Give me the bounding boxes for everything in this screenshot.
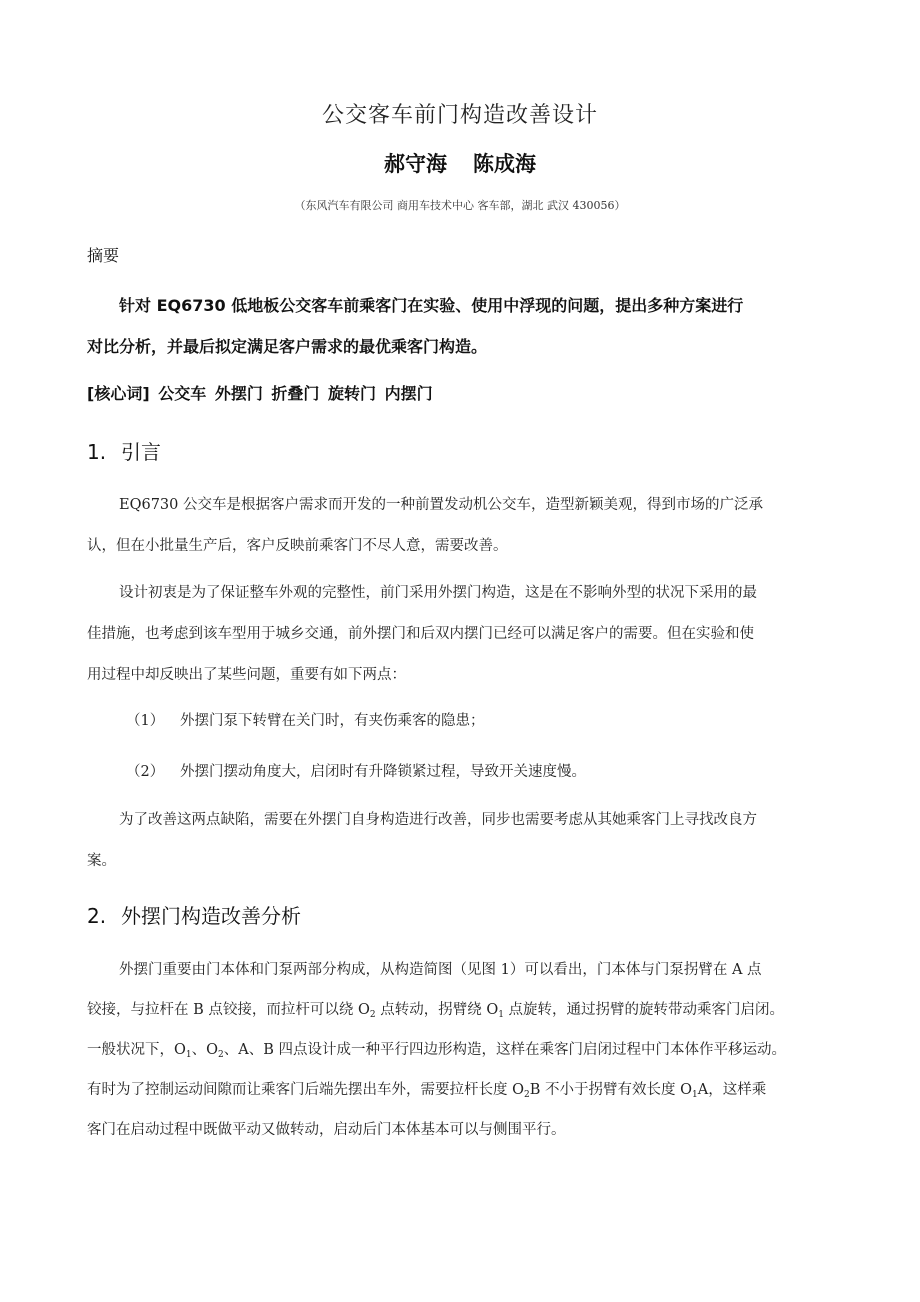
abstract-label: 摘要 [87,246,120,265]
keyword: 内摆门 [384,384,433,403]
list-text: 外摆门泵下转臂在关门时，有夹伤乘客的隐患； [180,713,485,729]
text-run: B 不小于拐臂有效长度 O [529,1082,692,1098]
paragraph-line [87,998,784,1020]
paragraph-line: 客门在启动过程中既做平动又做转动，启动后门本体基本可以与侧围平行。 [87,1122,566,1138]
list-item [126,760,586,781]
text-run: 一般状况下，O [87,1042,186,1058]
paragraph-line: 设计初衷是为了保证整车外观的完整性，前门采用外摆门构造，这是在不影响外型的状况下采用的最 [119,585,757,601]
subscript: 1 [185,1050,192,1060]
paragraph-line [87,1078,766,1100]
text-run: 、A、B 四点设计成一种平行四边形构造，这样在乘客门启闭过程中门本体作平移运动。 [223,1042,786,1058]
affiliation: （东风汽车有限公司 商用车技术中心 客车部，湖北 武汉 430056） [294,199,626,212]
keywords [87,381,433,404]
paragraph-line: 用过程中却反映出了某些问题，重要有如下两点： [87,667,406,683]
section-title: 引言 [121,440,161,464]
section-heading [87,436,161,465]
paragraph-line [87,1038,786,1060]
paragraph-line: 认，但在小批量生产后，客户反映前乘客门不尽人意，需要改善。 [87,538,508,554]
subscript: 2 [369,1010,376,1020]
subscript: 2 [524,1090,530,1100]
subscript: 1 [498,1010,504,1020]
text-run: 、O [191,1042,219,1058]
keyword: 外摆门 [214,384,263,403]
text-run: 有时为了控制运动间隙而让乘客门后端先摆出车外，需要拉杆长度 O [87,1082,524,1098]
section-number: 2. [87,904,107,928]
keyword: 公交车 [158,384,207,403]
list-item [126,709,485,730]
text-run: A，这样乘 [697,1082,767,1098]
author-name: 郝守海 [384,152,447,176]
keyword: 旋转门 [328,384,377,403]
keywords-label: [核心词] [87,384,150,403]
text-run: 点转动，拐臂绕 O [375,1002,499,1018]
list-marker: （2） [126,764,165,780]
subscript: 2 [218,1050,224,1060]
paper-title: 公交客车前门构造改善设计 [321,103,598,128]
keyword: 折叠门 [271,384,320,403]
paragraph-line: 外摆门重要由门本体和门泵两部分构成，从构造简图（见图 1）可以看出，门本体与门泵拐臂在 A 点 [119,962,762,978]
text-run: 铰接，与拉杆在 B 点铰接，而拉杆可以绕 O [87,1002,370,1018]
paragraph-line: 佳措施，也考虑到该车型用于城乡交通，前外摆门和后双内摆门已经可以满足客户的需要。但在实验和使 [87,626,754,642]
section-heading [87,900,301,929]
abstract-line: 对比分析，并最后拟定满足客户需求的最优乘客门构造。 [87,337,488,356]
author-list [0,148,920,178]
paragraph-line: EQ6730 公交车是根据客户需求而开发的一种前置发动机公交车，造型新颖美观，得到市场的广泛承 [119,497,763,513]
paragraph-line: 为了改善这两点缺陷，需要在外摆门自身构造进行改善，同步也需要考虑从其她乘客门上寻找改良方 [119,812,757,828]
section-number: 1. [87,440,107,464]
abstract-line: 针对 EQ6730 低地板公交客车前乘客门在实验、使用中浮现的问题，提出多种方案进行 [119,296,744,315]
list-marker: （1） [126,713,165,729]
author-name: 陈成海 [473,152,536,176]
subscript: 1 [692,1090,698,1100]
section-title: 外摆门构造改善分析 [121,904,301,928]
paragraph-line: 案。 [87,853,116,869]
text-run: 点旋转，通过拐臂的旋转带动乘客门启闭。 [503,1002,785,1018]
list-text: 外摆门摆动角度大，启闭时有升降锁紧过程，导致开关速度慢。 [180,764,586,780]
